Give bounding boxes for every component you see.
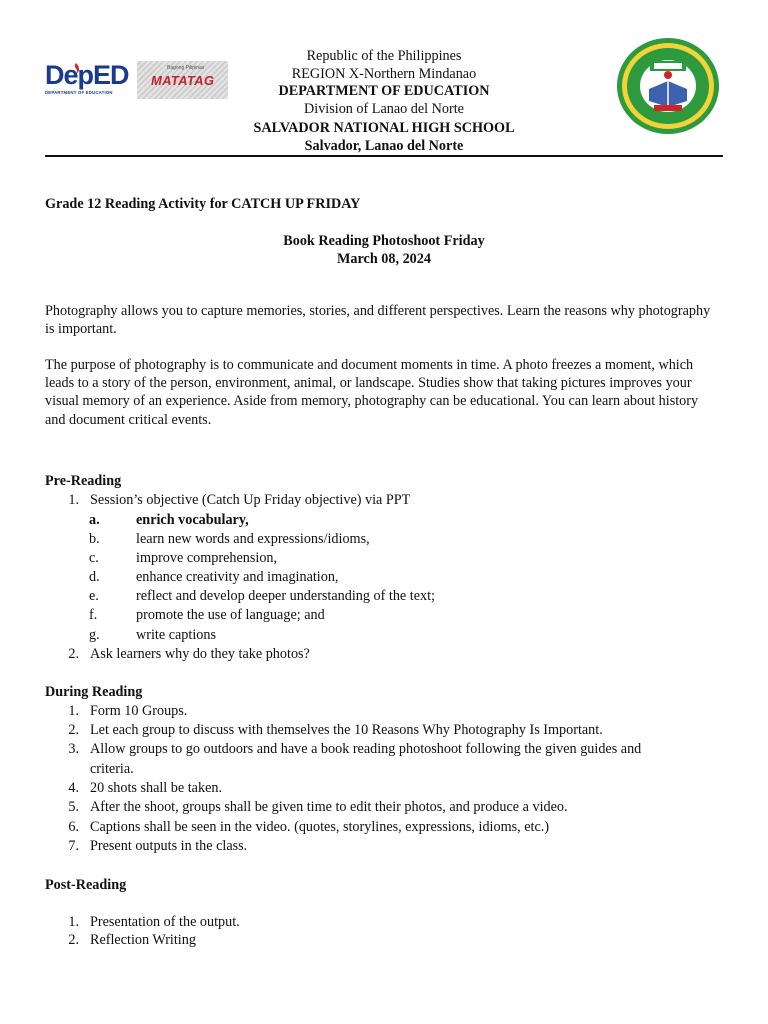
objective-f-letter: f. [89,607,98,623]
objective-c: improve comprehension, [136,550,278,566]
pre-reading-item-2-num: 2. [68,646,79,662]
during-item-1-num: 1. [68,703,79,719]
header-school-address: Salvador, Lanao del Norte [304,138,464,154]
post-reading-heading: Post-Reading [45,877,127,893]
header-school-name: SALVADOR NATIONAL HIGH SCHOOL [253,120,515,136]
post-item-2-num: 2. [68,932,79,948]
deped-logo-text [45,60,129,90]
header-region: REGION X-Northern Mindanao [291,66,477,82]
objective-d-letter: d. [89,569,100,585]
activity-title: Grade 12 Reading Activity for CATCH UP FRIDAY [45,196,361,212]
pre-reading-item-1: Session’s objective (Catch Up Friday objective) via PPT [90,492,411,508]
intro-paragraph-1: Photography allows you to capture memories, stories, and different perspectives. Learn the reasons why photography is important. [45,303,711,338]
during-reading-heading: During Reading [45,684,143,700]
during-item-6: Captions shall be seen in the video. (quotes, storylines, expressions, idioms, etc.) [90,819,550,835]
during-item-2: Let each group to discuss with themselves the 10 Reasons Why Photography Is Important. [90,722,603,738]
during-item-3: Allow groups to go outdoors and have a book reading photoshoot following the given guides and [90,741,642,757]
during-item-5-num: 5. [68,799,79,815]
objective-e: reflect and develop deeper understanding of the text; [136,588,435,604]
header-division: Division of Lanao del Norte [304,101,464,117]
intro-paragraph-2: The purpose of photography is to communicate and document moments in time. A photo freezes a moment, which leads to a story of the person, environment, animal, or landscape. Studies show that taking pictures improves your visual memory of an experience. Aside from memory, photography can be educational. You can learn about history and document critical events. [45,357,699,428]
during-item-3-cont: criteria. [90,761,134,777]
school-seal-icon [616,37,720,135]
during-item-7-num: 7. [68,838,79,854]
objective-f: promote the use of language; and [136,607,325,623]
pre-reading-item-2: Ask learners why do they take photos? [90,646,310,662]
during-item-1: Form 10 Groups. [90,703,188,719]
during-item-5: After the shoot, groups shall be given time to edit their photos, and produce a video. [90,799,568,815]
header-divider [45,155,723,157]
objective-a-letter: a. [89,512,100,528]
deped-logo-word: DepED [45,60,129,90]
objective-b: learn new words and expressions/idioms, [136,531,370,547]
pre-reading-item-1-num: 1. [68,492,79,508]
objective-d: enhance creativity and imagination, [136,569,339,585]
objective-g-letter: g. [89,627,100,643]
during-item-4: 20 shots shall be taken. [90,780,223,796]
school-seal [616,37,720,135]
matatag-logo-top: Bagong Pilipinas [167,65,205,71]
objective-a: enrich vocabulary, [136,512,249,528]
event-title: Book Reading Photoshoot Friday [283,233,485,249]
during-item-6-num: 6. [68,819,79,835]
header-republic: Republic of the Philippines [306,48,462,64]
objective-b-letter: b. [89,531,100,547]
during-item-4-num: 4. [68,780,79,796]
pre-reading-heading: Pre-Reading [45,473,122,489]
matatag-logo-text: MATATAG [151,73,215,88]
objective-e-letter: e. [89,588,99,604]
objective-g: write captions [136,627,216,643]
deped-logo [45,60,130,100]
during-item-7: Present outputs in the class. [90,838,248,854]
objective-c-letter: c. [89,550,99,566]
deped-logo-subtext: DEPARTMENT OF EDUCATION [45,90,113,95]
post-item-2: Reflection Writing [90,932,196,948]
during-item-2-num: 2. [68,722,79,738]
post-item-1: Presentation of the output. [90,914,240,930]
post-item-1-num: 1. [68,914,79,930]
during-item-3-num: 3. [68,741,79,757]
header-department: DEPARTMENT OF EDUCATION [278,83,490,99]
event-date: March 08, 2024 [337,251,431,267]
